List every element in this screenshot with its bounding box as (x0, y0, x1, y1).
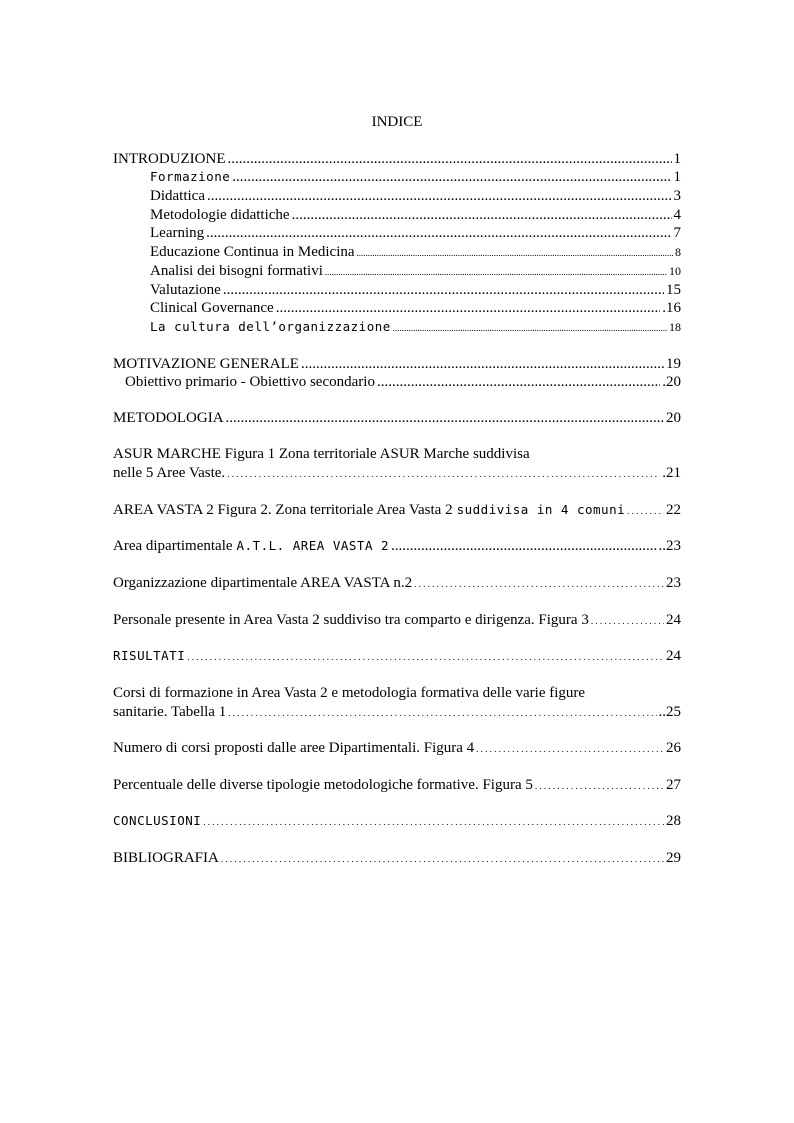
toc-page: 19 (666, 356, 681, 372)
toc-entry-didattica (150, 187, 681, 205)
toc-label: BIBLIOGRAFIA (113, 850, 219, 866)
toc-leader (301, 355, 664, 373)
toc-page: 23 (666, 575, 681, 591)
toc-entry-clinical-governance (150, 299, 681, 317)
toc-entry-asur-marche (113, 464, 681, 482)
toc-leader (276, 299, 661, 317)
toc-entry-metodologie-didattiche (150, 206, 681, 224)
toc-page: 8 (675, 245, 681, 259)
toc-label: Area dipartimentale (113, 538, 233, 554)
toc-entry-motivazione-generale (113, 355, 681, 373)
toc-label-suffix: A.T.L. AREA VASTA 2 (236, 538, 390, 553)
toc-entry-area-dipartimentale (113, 537, 681, 555)
toc-label-suffix: suddivisa in 4 comuni (456, 502, 626, 517)
toc-leader (357, 244, 673, 262)
toc-page: .16 (662, 300, 681, 316)
toc-leader (227, 150, 671, 168)
toc-page: 29 (666, 850, 681, 866)
toc-label: Educazione Continua in Medicina (150, 244, 355, 260)
toc-leader (206, 224, 671, 242)
toc-page: .21 (662, 465, 681, 481)
toc-label: Clinical Governance (150, 300, 274, 316)
toc-entry-corsi (113, 703, 681, 721)
toc-leader (627, 502, 664, 520)
toc-label: INTRODUZIONE (113, 151, 226, 167)
toc-entry-bibliografia (113, 849, 681, 867)
toc-entry-obiettivi (125, 373, 681, 391)
toc-leader (476, 740, 664, 758)
toc-label: Numero di corsi proposti dalle aree Dipartimentali. Figura 4 (113, 740, 475, 756)
toc-leader (325, 263, 667, 281)
toc-page: ..25 (658, 704, 681, 720)
toc-leader (226, 409, 664, 427)
toc-label: MOTIVAZIONE GENERALE (113, 356, 299, 372)
toc-page: 1 (673, 169, 681, 185)
toc-entry-valutazione (150, 281, 681, 299)
toc-page: 24 (666, 612, 681, 628)
toc-entry-conclusioni (113, 812, 681, 830)
toc-page: .20 (662, 374, 681, 390)
toc-leader (228, 704, 656, 722)
toc-entry-analisi-bisogni (150, 262, 681, 280)
toc-leader (535, 777, 664, 795)
toc-leader (207, 187, 672, 205)
toc-label: Organizzazione dipartimentale AREA VASTA n.2 (113, 575, 413, 591)
toc-page: 10 (669, 264, 681, 278)
toc-label: RISULTATI (113, 648, 186, 663)
toc-leader (377, 373, 660, 391)
toc-leader (393, 319, 667, 337)
toc-page: 26 (666, 740, 681, 756)
toc-entry-introduzione (113, 150, 681, 168)
toc-entry-organizzazione-dipartimentale (113, 574, 681, 592)
toc-page: 3 (673, 188, 681, 204)
toc-entry-area-vasta-2 (113, 501, 681, 519)
toc-leader (221, 850, 664, 868)
toc-label: Valutazione (150, 282, 221, 298)
toc-entry-formazione (150, 168, 681, 186)
toc-label: Personale presente in Area Vasta 2 suddiviso tra comparto e dirigenza. Figura 3 (113, 612, 589, 628)
toc-entry-risultati (113, 647, 681, 665)
toc-entry-metodologia (113, 409, 681, 427)
toc-entry-corsi-line1: Corsi di formazione in Area Vasta 2 e metodologia formativa delle varie figure (113, 685, 586, 701)
toc-leader (187, 648, 664, 666)
toc-page: ..23 (658, 538, 681, 554)
toc-label: Metodologie didattiche (150, 207, 290, 223)
toc-label: La cultura dell’organizzazione (150, 319, 391, 334)
toc-entry-personale (113, 611, 681, 629)
toc-label: CONCLUSIONI (113, 813, 202, 828)
toc-leader (391, 537, 656, 555)
toc-page: 7 (673, 225, 681, 241)
toc-leader (414, 575, 664, 593)
index-title: INDICE (371, 114, 423, 130)
toc-page: 24 (666, 648, 681, 664)
toc-page: 22 (666, 502, 681, 518)
toc-page: 20 (666, 410, 681, 426)
toc-page: 18 (669, 320, 681, 334)
toc-entry-asur-marche-line1: ASUR MARCHE Figura 1 Zona territoriale ASUR Marche suddivisa (113, 446, 530, 462)
toc-leader (223, 281, 664, 299)
toc-entry-percentuale (113, 776, 681, 794)
toc-leader (292, 206, 672, 224)
toc-entry-cultura-organizzazione (150, 318, 681, 336)
toc-leader (591, 612, 664, 630)
toc-label: Obiettivo primario - Obiettivo secondario (125, 374, 375, 390)
toc-entry-ecm (150, 243, 681, 261)
toc-leader (227, 465, 660, 483)
toc-label: Didattica (150, 188, 205, 204)
toc-label: AREA VASTA 2 Figura 2. Zona territoriale Area Vasta 2 (113, 502, 453, 518)
toc-page: 15 (666, 282, 681, 298)
toc-label: METODOLOGIA (113, 410, 224, 426)
toc-entry-learning (150, 224, 681, 242)
toc-page: 4 (673, 207, 681, 223)
toc-page: 27 (666, 777, 681, 793)
toc-label: sanitarie. Tabella 1 (113, 704, 227, 720)
toc-label: Analisi dei bisogni formativi (150, 263, 323, 279)
toc-label: Learning (150, 225, 205, 241)
toc-leader (232, 168, 671, 186)
toc-page: 1 (673, 151, 681, 167)
toc-page: 28 (666, 813, 681, 829)
toc-label: Formazione (150, 169, 231, 184)
toc-leader (203, 813, 664, 831)
toc-label: Percentuale delle diverse tipologie metodologiche formative. Figura 5 (113, 777, 533, 793)
toc-entry-numero-corsi (113, 739, 681, 757)
toc-label: nelle 5 Aree Vaste. (113, 465, 226, 481)
